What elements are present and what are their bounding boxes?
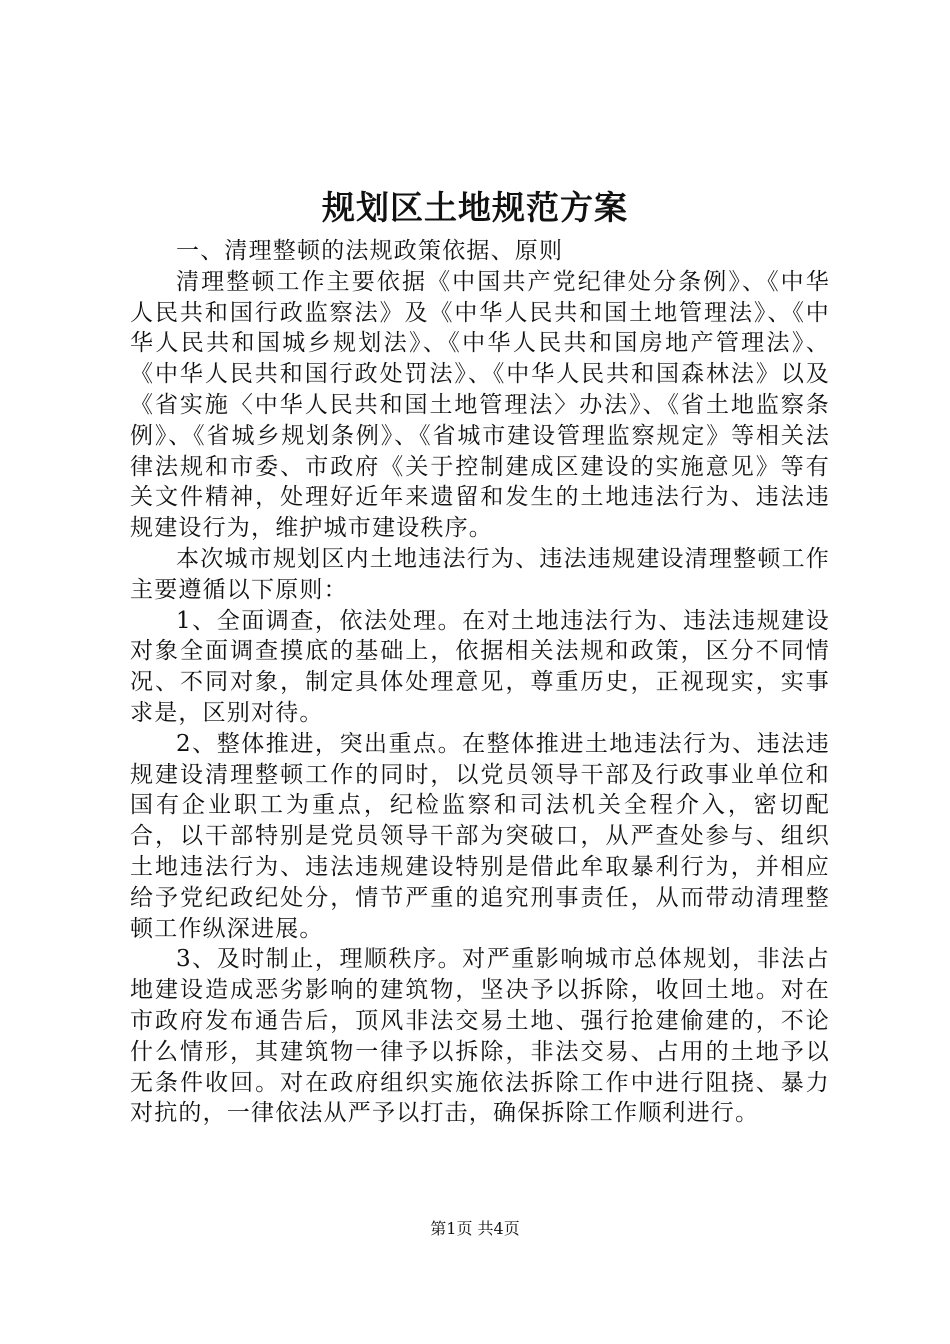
paragraph-principle-3: 3、及时制止，理顺秩序。对严重影响城市总体规划，非法占地建设造成恶劣影响的建筑物，坚决予以拆除，收回土地。对在市政府发布通告后，顶风非法交易土地、强行抢建偷建的，不论什么情形，其建筑物一律予以拆除，非法交易、占用的土地予以无条件收回。对在政府组织实施依法拆除工作中进行阻挠、暴力对抗的，一律依法从严予以打击，确保拆除工作顺利进行。 (130, 946, 830, 1127)
document-body (130, 236, 830, 1129)
document-title: 规划区土地规范方案 (322, 188, 628, 227)
paragraph-principles-intro: 本次城市规划区内土地违法行为、违法违规建设清理整顿工作主要遵循以下原则： (130, 545, 830, 603)
paragraph-principle-1: 1、全面调查，依法处理。在对土地违法行为、违法违规建设对象全面调查摸底的基础上，依据相关法规和政策，区分不同情况、不同对象，制定具体处理意见，尊重历史，正视现实，实事求是，区别对待。 (130, 607, 830, 726)
section-heading: 一、清理整顿的法规政策依据、原则 (176, 238, 564, 264)
page-footer: 第1页 共4页 (430, 1219, 520, 1238)
paragraph-legal-basis: 清理整顿工作主要依据《中国共产党纪律处分条例》、《中华人民共和国行政监察法》及《中华人民共和国土地管理法》、《中华人民共和国城乡规划法》、《中华人民共和国房地产管理法》、《中华人民共和国行政处罚法》、《中华人民共和国森林法》以及《省实施〈中华人民共和国土地管理法〉办法》、《省土地监察条例》、《省城乡规划条例》、《省城市建设管理监察规定》等相关法律法规和市委、市政府《关于控制建成区建设的实施意见》等有关文件精神，处理好近年来遗留和发生的土地违法行为、违法违规建设行为，维护城市建设秩序。 (130, 268, 830, 542)
paragraph-principle-2: 2、整体推进，突出重点。在整体推进土地违法行为、违法违规建设清理整顿工作的同时，以党员领导干部及行政事业单位和国有企业职工为重点，纪检监察和司法机关全程介入，密切配合，以干部特别是党员领导干部为突破口，从严查处参与、组织土地违法行为、违法违规建设特别是借此牟取暴利行为，并相应给予党纪政纪处分，情节严重的追究刑事责任，从而带动清理整顿工作纵深进展。 (130, 730, 830, 942)
